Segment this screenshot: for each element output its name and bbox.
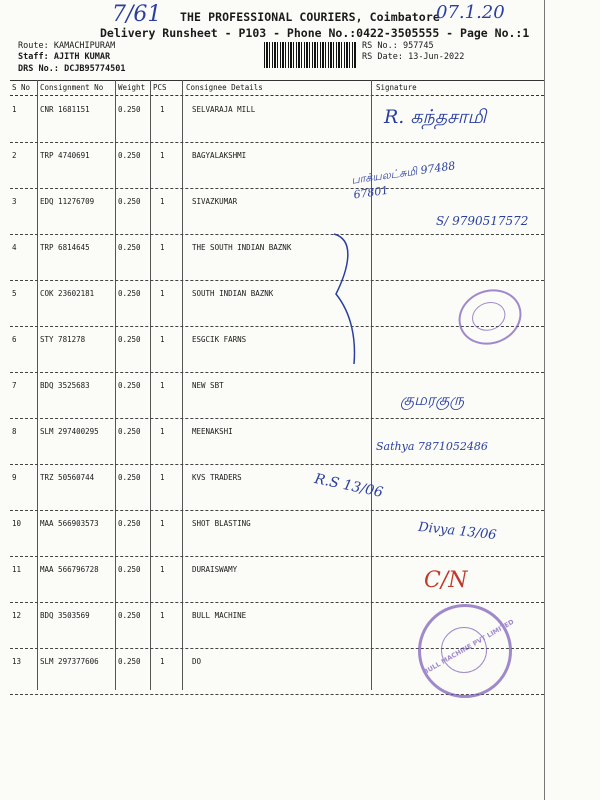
col-signature: Signature — [376, 83, 417, 92]
signature-row-3: S/ 9790517572 — [436, 214, 529, 228]
cell-consignee: SHOT BLASTING — [192, 519, 251, 528]
cell-weight: 0.250 — [118, 381, 141, 390]
col-weight: Weight — [118, 83, 146, 92]
cell-sno: 1 — [12, 105, 17, 114]
cell-weight: 0.250 — [118, 151, 141, 160]
cell-weight: 0.250 — [118, 611, 141, 620]
cell-pcs: 1 — [160, 565, 165, 574]
handwritten-page-ref: 7/61 — [112, 2, 162, 27]
cell-weight: 0.250 — [118, 657, 141, 666]
rs-date-field: RS Date: 13-Jun-2022 — [362, 52, 465, 62]
cell-consignee: DURAISWAMY — [192, 565, 238, 574]
bracket-mark — [326, 230, 366, 370]
drs-value: DCJB95774501 — [64, 64, 126, 74]
rs-no-field: RS No.: 957745 — [362, 41, 434, 51]
signature-row-10: Divya 13/06 — [417, 519, 498, 544]
cell-sno: 11 — [12, 565, 22, 574]
company-stamp-text: BULL MACHINE PVT LIMITED — [421, 617, 516, 677]
cell-consignment: SLM 297377606 — [40, 657, 99, 666]
cell-sno: 6 — [12, 335, 17, 344]
cell-sno: 7 — [12, 381, 17, 390]
rs-date-value: 13-Jun-2022 — [408, 52, 465, 62]
cell-consignment: BDQ 3503569 — [40, 611, 90, 620]
cell-consignee: THE SOUTH INDIAN BAZNK — [192, 243, 292, 252]
cell-pcs: 1 — [160, 657, 165, 666]
cell-consignee: SIVAZKUMAR — [192, 197, 238, 206]
cell-consignment: TRP 6814645 — [40, 243, 90, 252]
table-row — [10, 235, 544, 281]
company-title: THE PROFESSIONAL COURIERS, Coimbatore — [180, 10, 440, 24]
signature-row-8: Sathya 7871052486 — [376, 440, 488, 453]
cell-consignee: KVS TRADERS — [192, 473, 242, 482]
page-right-border — [544, 0, 545, 800]
cell-consignment: SLM 297400295 — [40, 427, 99, 436]
cell-sno: 2 — [12, 151, 17, 160]
cell-weight: 0.250 — [118, 289, 141, 298]
cell-consignment: TRZ 50560744 — [40, 473, 95, 482]
cell-weight: 0.250 — [118, 519, 141, 528]
cell-sno: 12 — [12, 611, 22, 620]
cell-consignee: MEENAKSHI — [192, 427, 233, 436]
cell-consignee: BULL MACHINE — [192, 611, 247, 620]
cell-pcs: 1 — [160, 381, 165, 390]
cell-sno: 4 — [12, 243, 17, 252]
table-row — [10, 465, 544, 511]
signature-row-7: குமரகுரு — [400, 390, 465, 409]
cell-weight: 0.250 — [118, 197, 141, 206]
cell-sno: 9 — [12, 473, 17, 482]
cell-pcs: 1 — [160, 243, 165, 252]
cell-consignee: BAGYALAKSHMI — [192, 151, 247, 160]
cell-pcs: 1 — [160, 289, 165, 298]
cell-consignment: STY 781278 — [40, 335, 86, 344]
cell-pcs: 1 — [160, 611, 165, 620]
cell-weight: 0.250 — [118, 243, 141, 252]
col-sno: S No — [12, 83, 31, 92]
cell-consignee: DO — [192, 657, 202, 666]
cell-weight: 0.250 — [118, 105, 141, 114]
cell-weight: 0.250 — [118, 427, 141, 436]
barcode — [264, 42, 356, 68]
cell-consignee: ESGCIK FARNS — [192, 335, 247, 344]
cell-sno: 13 — [12, 657, 22, 666]
drs-field: DRS No.: DCJB95774501 — [18, 64, 126, 74]
cell-sno: 3 — [12, 197, 17, 206]
cell-sno: 5 — [12, 289, 17, 298]
cell-sno: 8 — [12, 427, 17, 436]
cell-sno: 10 — [12, 519, 22, 528]
cell-pcs: 1 — [160, 427, 165, 436]
signature-row-2: பாக்யலட்சுமி 97488 67801 — [350, 159, 457, 202]
route-field: Route: KAMACHIPURAM — [18, 41, 116, 51]
cell-weight: 0.250 — [118, 473, 141, 482]
signature-row-11: C/N — [424, 568, 468, 593]
col-consignee: Consignee Details — [186, 83, 263, 92]
cell-consignee: SELVARAJA MILL — [192, 105, 256, 114]
cell-pcs: 1 — [160, 105, 165, 114]
company-stamp — [418, 604, 516, 698]
route-value: KAMACHIPURAM — [53, 41, 116, 51]
table-header-divider — [10, 95, 544, 96]
table-top-border — [10, 80, 544, 81]
staff-field: Staff: AJITH KUMAR — [18, 52, 111, 62]
cell-consignment: MAA 566796728 — [40, 565, 99, 574]
cell-pcs: 1 — [160, 335, 165, 344]
cell-weight: 0.250 — [118, 565, 141, 574]
table-row — [10, 143, 544, 189]
cell-pcs: 1 — [160, 473, 165, 482]
runsheet-subtitle: Delivery Runsheet - P103 - Phone No.:0422-3505555 - Page No.:1 — [100, 26, 530, 40]
handwritten-date: 07.1.20 — [436, 2, 505, 23]
cell-weight: 0.250 — [118, 335, 141, 344]
staff-value: AJITH KUMAR — [53, 52, 111, 62]
cell-consignment: BDQ 3525683 — [40, 381, 90, 390]
col-consignment: Consignment No — [40, 83, 104, 92]
cell-consignment: TRP 4740691 — [40, 151, 90, 160]
cell-consignment: MAA 566903573 — [40, 519, 99, 528]
table-row — [10, 189, 544, 235]
cell-consignee: NEW SBT — [192, 381, 224, 390]
cell-consignment: CNR 1681151 — [40, 105, 90, 114]
cell-pcs: 1 — [160, 519, 165, 528]
cell-pcs: 1 — [160, 197, 165, 206]
cell-consignment: EDQ 11276709 — [40, 197, 95, 206]
cell-consignee: SOUTH INDIAN BAZNK — [192, 289, 274, 298]
col-pcs: PCS — [153, 83, 167, 92]
rs-no-value: 957745 — [402, 41, 434, 51]
cell-pcs: 1 — [160, 151, 165, 160]
signature-row-1: R. கந்தசாமி — [384, 106, 487, 128]
signature-row-9: R.S 13/06 — [313, 470, 385, 502]
cell-consignment: COK 23602181 — [40, 289, 95, 298]
